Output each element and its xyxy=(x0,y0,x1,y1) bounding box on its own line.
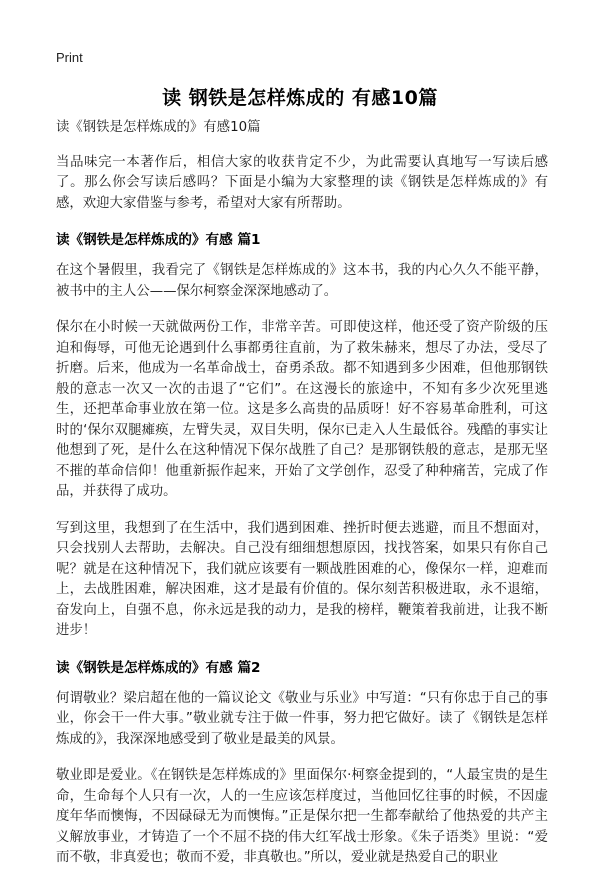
paragraph: 敬业即是爱业。《在钢铁是怎样炼成的》里面保尔·柯察金提到的，“人最宝贵的是生命，生命每个人只有一次，人的一生应该怎样度过，当他回忆往事的时候，不因虚度年华而懊悔，不因碌碌无为而懊悔。”正是保尔把一生都奉献给了他热爱的共产主义解放事业，才铸造了一个不屈不挠的伟大红军战士形象。《朱子语类》里说：“爱而不敬，非真爱也；敬而不爱，非真敬也。”所以，爱业就是热爱自己的职业 xyxy=(56,768,548,865)
section-heading: 读《钢铁是怎样炼成的》有感 篇2 xyxy=(56,659,261,676)
paragraph: 何谓敬业？梁启超在他的一篇议论文《敬业与乐业》中写道：“只有你忠于自己的事业，你会干一件大事。”敬业就专注于做一件事，努力把它做好。读了《钢铁是怎样炼成的》，我深深地感受到了敬业是最美的风景。 xyxy=(56,690,548,747)
paragraph: 写到这里，我想到了在生活中，我们遇到困难、挫折时便去逃避，而且不想面对，只会找别人去帮助，去解决。自己没有细细想想原因，找找答案，如果只有你自己呢？就是在这种情况下，我们就应该要有一颗战胜困难的心，像保尔一样，迎难而上，去战胜困难，解决困难，这才是最有价值的。保尔刻苦积极进取，永不退缩，奋发向上，自强不息，你永远是我的动力，是我的榜样，鞭策着我前进，让我不断进步！ xyxy=(56,520,548,638)
section-heading: 读《钢铁是怎样炼成的》有感 篇1 xyxy=(56,232,261,248)
article-body xyxy=(56,118,548,885)
paragraph: 保尔在小时候一天就做两份工作，非常辛苦。可即使这样，他还受了资产阶级的压迫和侮辱，可他无论遇到什么事都勇往直前，为了救朱赫来，想尽了办法，受尽了折磨。后来，他成为一名革命战士，奋勇杀敌。都不知遇到多少困难，但他那钢铁般的意志一次又一次的击退了“它们”。在这漫长的旅途中，不知有多少次死里逃生，还把革命事业放在第一位。这是多么高贵的品质呀！好不容易革命胜利，可这时的‘保尔双腿瘫痪，左臂失灵，双目失明，保尔已走入人生最低谷。残酷的事实让他想到了死，是什么在这种情况下保尔战胜了自己？是那钢铁般的意志，是那无坚不摧的革命信仰！他重新振作起来，开始了文学创作，忍受了种种痛苦，完成了作品，并获得了成功。 xyxy=(56,320,548,499)
page-title: 读 钢铁是怎样炼成的 有感10篇 xyxy=(162,87,438,109)
intro-paragraph: 当品味完一本著作后，相信大家的收获肯定不少，为此需要认真地写一写读后感了。那么你会写读后感吗？下面是小编为大家整理的读《钢铁是怎样炼成的》有感，欢迎大家借鉴与参考，希望对大家有所帮助。 xyxy=(56,154,548,211)
paragraph: 在这个暑假里，我看完了《钢铁是怎样炼成的》这本书，我的内心久久不能平静，被书中的主人公——保尔柯察金深深地感动了。 xyxy=(56,263,548,299)
article-subtitle: 读《钢铁是怎样炼成的》有感10篇 xyxy=(56,120,261,135)
print-link[interactable]: Print xyxy=(56,50,83,65)
